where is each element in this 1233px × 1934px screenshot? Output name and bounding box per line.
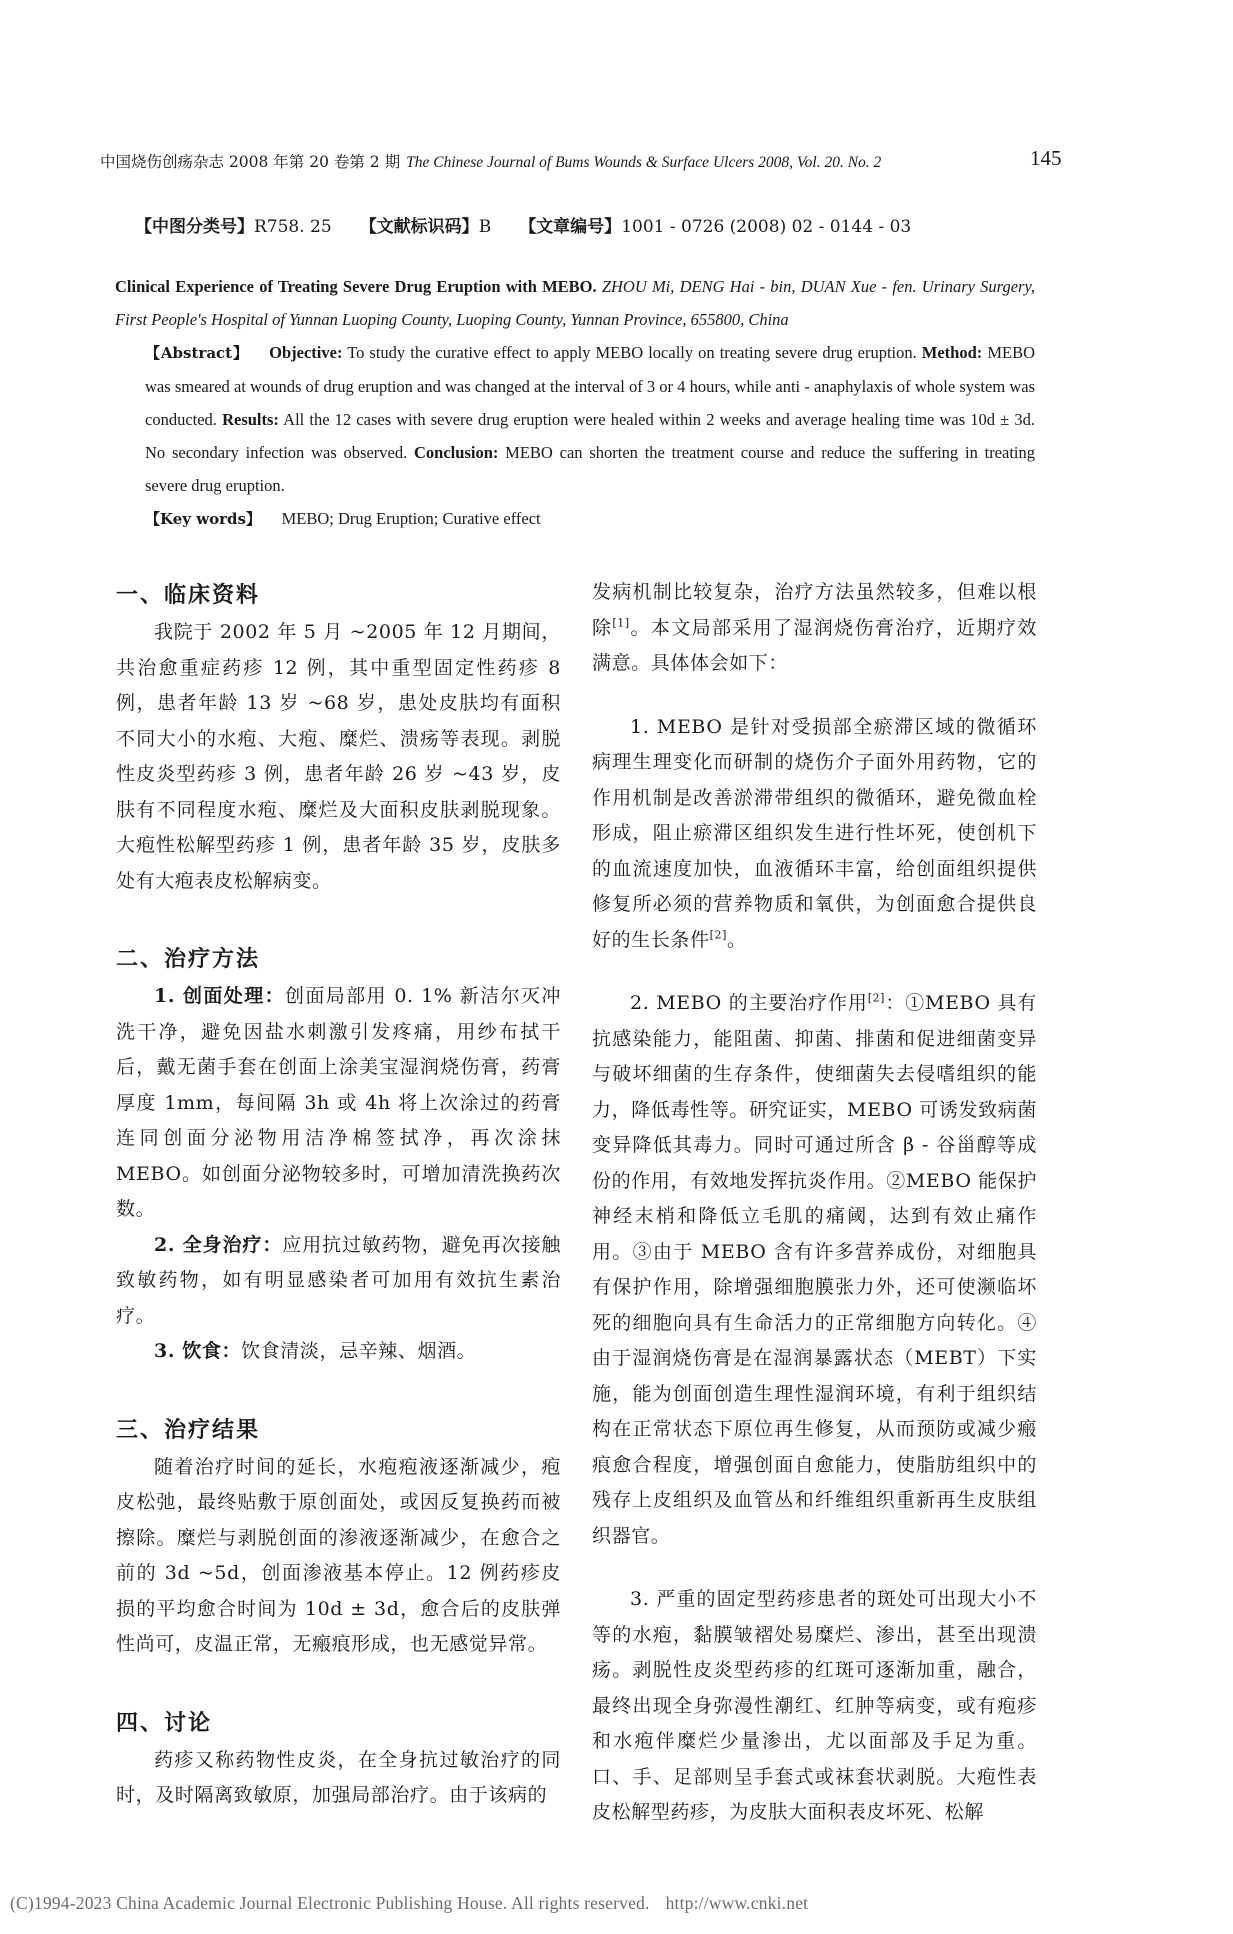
copyright-text: (C)1994-2023 China Academic Journal Electronic Publishing House. All rights reserved. <box>10 1893 650 1913</box>
section-heading-discussion: 四、讨论 <box>116 1709 213 1736</box>
clinical-data-paragraph: 我院于 2002 年 5 月 ~2005 年 12 月期间，共治愈重症药疹 12 例，其中重型固定性药疹 8 例，患者年龄 13 岁 ~68 岁，患处皮肤均有面积不同大小的水疱、大疱、糜烂、溃疡等表现。剥脱性皮炎型药疹 3 例，患者年龄 26 岁 ~43 岁，皮肤有不同程度水疱、糜烂及大面积皮肤剥脱现象。大疱性松解型药疹 1 例，患者年龄 35 岁，皮肤多处有大疱表皮松解病变。 <box>116 621 561 892</box>
article-id-value: 1001 - 0726 (2008) 02 - 0144 - 03 <box>621 217 912 237</box>
copyright-footer <box>10 1893 1223 1914</box>
objective-label: Objective: <box>269 343 343 362</box>
diet-paragraph <box>116 1334 561 1370</box>
results-label: Results: <box>222 410 279 429</box>
mebo-mechanism-paragraph <box>592 710 1037 959</box>
citation-1: [1] <box>612 616 630 630</box>
right-column <box>592 575 1037 1831</box>
classification-line <box>135 212 911 237</box>
discussion-continued-text: 发病机制比较复杂，治疗方法虽然较多，但难以根除 <box>592 581 1037 639</box>
keywords-label: 【Key words】 <box>145 510 261 528</box>
mebo-mechanism-tail: 。 <box>727 928 747 951</box>
mebo-mechanism-text: 1. MEBO 是针对受损部全瘀滞区域的微循环病理生理变化而研制的烧伤介子面外用药物，它的作用机制是改善淤滞带组织的微循环，避免微血栓形成，阻止瘀滞区组织发生进行性坏死，使创机下的血流速度加快，血液循环丰富，给创面组织提供修复所必须的营养物质和氧供，为创面愈合提供良好的生长条件 <box>592 715 1037 951</box>
english-affiliation: Urinary Surgery, First People's Hospital of Yunnan Luoping County, Luoping County, Yunnan Province, 655800, China <box>115 277 1035 329</box>
journal-title-en: The Chinese Journal of Bums Wounds & Surface Ulcers 2008, Vol. 20. No. 2 <box>406 154 882 171</box>
conclusion-label: Conclusion: <box>414 443 499 462</box>
citation-2b: [2] <box>867 991 886 1005</box>
keywords-text: MEBO; Drug Eruption; Curative effect <box>281 509 541 528</box>
wound-treatment-text: 创面局部用 0. 1% 新洁尔灭冲洗干净，避免因盐水刺激引发疼痛，用纱布拭干后，戴无菌手套在创面上涂美宝湿润烧伤膏，药膏厚度 1mm，每间隔 3h 或 4h 将上次涂过的药膏连同创面分泌物用洁净棉签拭净，再次涂抹 MEBO。如创面分泌物较多时，可增加清洗换药次数。 <box>116 985 561 1220</box>
abstract-label: 【Abstract】 <box>145 344 249 362</box>
diet-text: 饮食清淡，忌辛辣、烟酒。 <box>241 1340 477 1362</box>
running-header <box>100 150 1060 172</box>
mebo-effects-head: 2. MEBO 的主要治疗作用 <box>630 992 868 1014</box>
discussion-continued-paragraph <box>592 575 1037 682</box>
doc-code-value: B <box>478 217 492 237</box>
clc-label: 【中图分类号】 <box>135 217 254 237</box>
mebo-effects-text: ：①MEBO 具有抗感染能力，能阻菌、抑菌、排菌和促进细菌变异与破坏细菌的生存条件，使细菌失去侵嗜组织的能力，降低毒性等。研究证实，MEBO 可诱发致病菌变异降低其毒力。同时可通过所含 β - 谷甾醇等成份的作用，有效地发挥抗炎作用。②MEBO 能保护神经末梢和降低立毛肌的痛阈，达到有效止痛作用。③由于 MEBO 含有许多营养成份，对细胞具有保护作用，除增强细胞膜张力外，还可使濒临坏死的细胞向具有生命活力的正常细胞方向转化。④由于湿润烧伤膏是在湿润暴露状态（MEBT）下实施，能为创面创造生理性湿润环境，有利于组织结构在正常状态下原位再生修复，从而预防或减少瘢痕愈合程度，增强创面自愈能力，使脂肪组织中的残存上皮组织及血管丛和纤维组织重新再生皮肤组织器官。 <box>592 992 1037 1547</box>
discussion-paragraph: 药疹又称药物性皮炎，在全身抗过敏治疗的同时，及时隔离致敏原，加强局部治疗。由于该病的 <box>116 1748 561 1806</box>
results-text: All the 12 cases with severe drug eruption were healed within 2 weeks and average healing time was 10d ± 3d. No secondary infection was observed. <box>145 410 1035 462</box>
method-label: Method: <box>921 343 983 362</box>
diet-label: 3. 饮食： <box>154 1340 242 1362</box>
method-text: MEBO was smeared at wounds of drug eruption and was changed at the interval of 3 or 4 hours, while anti - anaphylaxis of whole system was conducted. <box>145 343 1035 429</box>
wound-treatment-label: 1. 创面处理： <box>154 985 285 1007</box>
section-heading-treatment-results: 三、治疗结果 <box>116 1416 261 1443</box>
journal-title-cn: 中国烧伤创疡杂志 2008 年第 20 卷第 2 期 <box>100 153 401 171</box>
section-heading-clinical-data: 一、临床资料 <box>116 582 261 608</box>
page-number: 145 <box>1030 146 1062 170</box>
systemic-treatment-text: 应用抗过敏药物，避免再次接触致敏药物，如有明显感染者可加用有效抗生素治疗。 <box>116 1233 562 1327</box>
abstract-paragraph <box>115 336 1035 502</box>
treatment-results-paragraph: 随着治疗时间的延长，水疱疱液逐渐减少，疱皮松弛，最终贴敷于原创面处，或因反复换药而被擦除。糜烂与剥脱创面的渗液逐渐减少，在愈合之前的 3d ~5d，创面渗液基本停止。12 例药疹皮损的平均愈合时间为 10d ± 3d，愈合后的皮肤弹性尚可，皮温正常，无瘢痕形成，也无感觉异常。 <box>116 1455 561 1655</box>
conclusion-text: MEBO can shorten the treatment course and reduce the suffering in treating severe drug eruption. <box>145 443 1036 495</box>
citation-2: [2] <box>709 928 727 942</box>
systemic-treatment-paragraph <box>116 1228 561 1335</box>
objective-text: To study the curative effect to apply MEBO locally on treating severe drug eruption. <box>347 343 917 362</box>
severe-eruption-paragraph: 3. 严重的固定型药疹患者的斑处可出现大小不等的水疱，黏膜皱褶处易糜烂、渗出，甚至出现溃疡。剥脱性皮炎型药疹的红斑可逐渐加重，融合，最终出现全身弥漫性潮红、红肿等病变，或有疱疹和水疱伴糜烂少量渗出，尤以面部及手足为重。口、手、足部则呈手套式或袜套状剥脱。大疱性表皮松解型药疹，为皮肤大面积表皮坏死、松解 <box>592 1588 1037 1823</box>
english-title-line <box>115 270 1035 336</box>
discussion-continued-tail: 。本文局部采用了湿润烧伤膏治疗，近期疗效满意。具体体会如下： <box>592 616 1037 674</box>
systemic-treatment-label: 2. 全身治疗： <box>154 1233 283 1256</box>
mebo-effects-paragraph <box>592 986 1037 1554</box>
section-heading-treatment-method: 二、治疗方法 <box>116 946 261 972</box>
english-abstract <box>115 270 1035 536</box>
english-authors: ZHOU Mi, DENG Hai - bin, DUAN Xue - fen. <box>601 277 917 296</box>
article-id-label: 【文章编号】 <box>519 217 622 237</box>
cnki-link[interactable]: http://www.cnki.net <box>665 1893 809 1913</box>
doc-code-label: 【文献标识码】 <box>359 217 479 237</box>
clc-value: R758. 25 <box>254 217 332 237</box>
wound-treatment-paragraph <box>116 979 561 1228</box>
english-title: Clinical Experience of Treating Severe Drug Eruption with MEBO. <box>115 277 597 296</box>
keywords-paragraph <box>115 502 1035 536</box>
left-column <box>116 575 561 1814</box>
